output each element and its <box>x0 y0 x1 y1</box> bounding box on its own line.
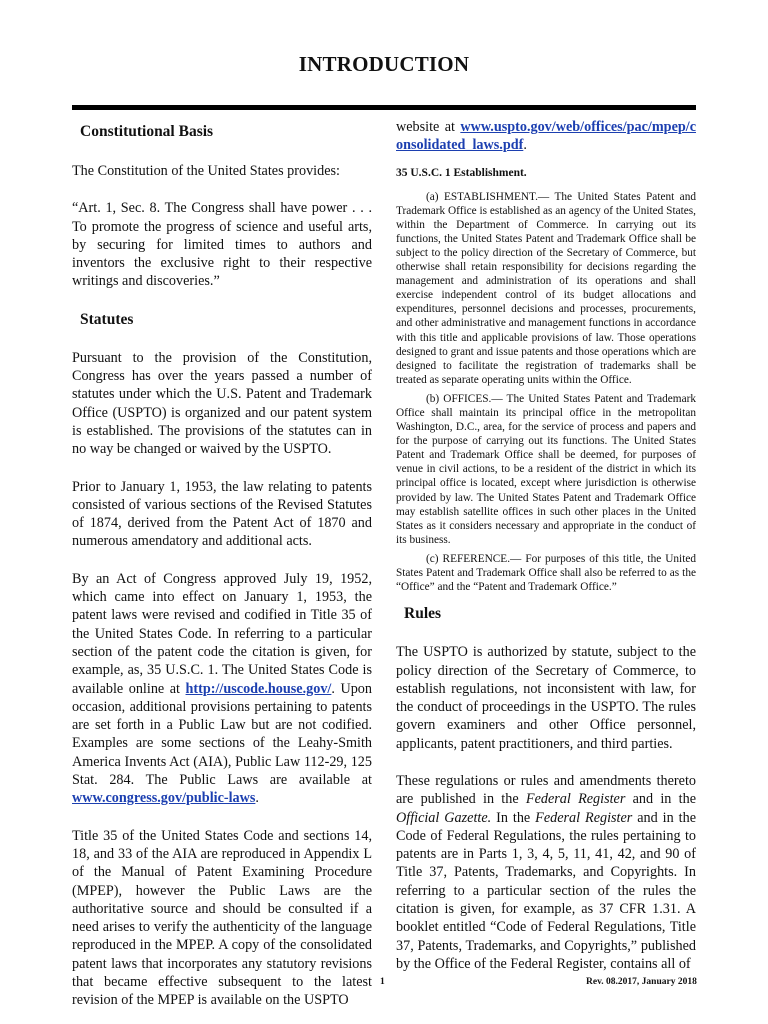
statutes-p3-text-b: . Upon occasion, additional provisions pertaining to patents are set forth in a Public Law but are not codified. Examples are some sections of the Leahy-Smith America Invents Act (AIA), Public Law 112-29, 125 Stat. 284. The Public Laws are available at <box>72 680 372 789</box>
usc-establishment-a: (a) ESTABLISHMENT.— The United States Patent and Trademark Office is established as an agency of the United States, within the Department of Commerce. In carrying out its functions, the United States Patent and Trademark Office shall be subject to the policy direction of the Secretary of Commerce, but otherwise shall retain responsibility for decisions regarding the management and administration of its operations and shall exercise independent control of its budget allocations and expenditures, personnel decisions and processes, procurements, and other administrative and management functions in accordance with this title and applicable provisions of law. Those operations designed to grant and issue patents and those operations which are designed to facilitate the registration of trademarks shall be treated as separate operating units within the Office. <box>396 190 696 386</box>
constitution-intro: The Constitution of the United States provides: <box>72 163 340 179</box>
usc-section-heading: 35 U.S.C. 1 Establishment. <box>396 166 527 179</box>
usc-reference-c: (c) REFERENCE.— For purposes of this title, the United States Patent and Trademark Office shall also be referred to as the “Office” and the “Patent and Trademark Office.” <box>396 552 696 594</box>
statutes-paragraph-2: Prior to January 1, 1953, the law relating to patents consisted of various sections of the Revised Statutes of 1874, derived from the Patent Act of 1870 and numerous amendatory and additional acts. <box>72 478 372 550</box>
statutes-p3-text-a: By an Act of Congress approved July 19, 1952, which came into effect on January 1, 1953, the patent laws were revised and codified in Title 35 of the United States Code. In referring to a particular section of the patent code the citation is given, for example, as, 35 U.S.C. 1. The United States Code is available online at <box>72 570 372 697</box>
uscode-link[interactable]: http://uscode.house.gov/ <box>185 680 332 697</box>
rules-p2-text-b: and in the <box>625 791 696 808</box>
right-column <box>396 118 696 973</box>
section-heading-rules: Rules <box>404 605 442 623</box>
page-title: INTRODUCTION <box>298 52 470 76</box>
revision-label: Rev. 08.2017, January 2018 <box>586 977 697 987</box>
statutes-paragraph-3 <box>72 570 372 808</box>
continued-text-b: . <box>523 137 527 154</box>
constitution-quote: “Art. 1, Sec. 8. The Congress shall have power . . . To promote the progress of science and useful arts, by securing for limited times to authors and inventors the exclusive right to their respective writings and discoveries.” <box>72 200 372 290</box>
page-number: 1 <box>380 977 385 987</box>
header-rule <box>72 105 696 110</box>
rules-p2-text-c: In the <box>491 809 536 826</box>
federal-register-italic-2: Federal Register <box>535 809 633 826</box>
official-gazette-italic: Official Gazette. <box>396 809 492 826</box>
left-column <box>72 118 372 1010</box>
section-heading-statutes: Statutes <box>80 310 134 328</box>
rules-paragraph-1: The USPTO is authorized by statute, subject to the policy direction of the Secretary of Commerce, to establish regulations, not inconsistent with law, for the conduct of proceedings in the USPTO. The rules govern examiners and other Office personnel, applicants, patent practitioners, and third parties. <box>396 644 696 752</box>
statutes-p3-text-c: . <box>255 790 259 807</box>
rules-paragraph-2 <box>396 772 696 973</box>
continued-text-a: website at <box>396 119 461 135</box>
rules-p2-text-d: and in the Code of Federal Regulations, the rules pertaining to patents are in Parts 1, 3, 4, 5, 11, 41, 42, and 90 of Title 37, Patents, Trademarks, and Copyrights. In referring to a particular section of the rules the citation is given, for example, as 37 CFR 1.31. A booklet entitled “Code of Federal Regulations, Title 37, Patents, Trademarks, and Copyrights,” published by the Office of the Federal Register, contains all of <box>396 809 696 972</box>
federal-register-italic-1: Federal Register <box>525 791 626 808</box>
congress-public-laws-link[interactable]: www.congress.gov/public-laws <box>72 790 256 807</box>
usc-offices-b: (b) OFFICES.— The United States Patent and Trademark Office shall maintain its principal office in the metropolitan Washington, D.C., area, for the service of process and papers and for the purpose of carrying out its functions. The United States Patent and Trademark Office shall be deemed, for purposes of venue in civil actions, to be a resident of the district in which its principal office is located, except where jurisdiction is otherwise provided by law. The United States Patent and Trademark Office may establish satellite offices in such other places in the United States as it considers necessary and appropriate in the conduct of its business. <box>396 392 696 546</box>
continued-paragraph <box>396 118 696 155</box>
rules-p2-text-a: These regulations or rules and amendments thereto are published in the <box>396 773 696 808</box>
statutes-paragraph-4: Title 35 of the United States Code and sections 14, 18, and 33 of the AIA are reproduced in Appendix L of the Manual of Patent Examining Procedure (MPEP), however the Public Laws are the authoritative source and should be consulted if a need arises to verify the authenticity of the language reproduced in the MPEP. A copy of the consolidated patent laws that incorporates any statutory revisions that became effective subsequent to the latest revision of the MPEP is available on the USPTO <box>72 827 372 1009</box>
section-heading-constitutional-basis: Constitutional Basis <box>80 123 214 140</box>
consolidated-laws-link[interactable]: www.uspto.gov/web/offices/pac/mpep/consolidated_laws.pdf <box>396 119 696 154</box>
statutes-paragraph-1: Pursuant to the provision of the Constitution, Congress has over the years passed a number of statutes under which the U.S. Patent and Trademark Office (USPTO) is organized and our patent system is established. The provisions of the statutes can in no way be changed or waived by the USPTO. <box>72 349 372 458</box>
